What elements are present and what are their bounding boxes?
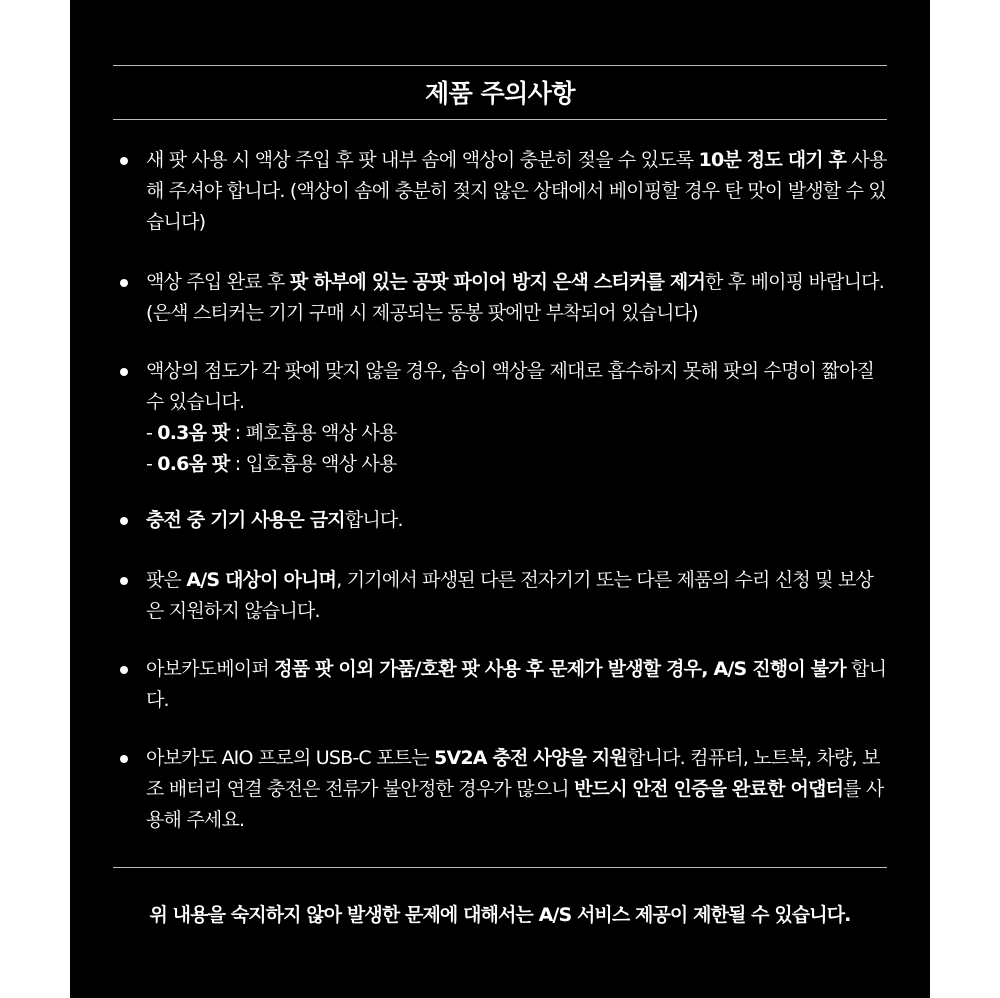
sub-line-text: : 입호흡용 액상 사용 bbox=[229, 453, 397, 475]
top-divider bbox=[113, 65, 887, 66]
notice-item bbox=[113, 565, 887, 627]
notice-sub-line bbox=[146, 449, 887, 480]
notice-emphasis: 5V2A 충전 사양을 지원 bbox=[434, 747, 628, 769]
notice-emphasis: 충전 중 기기 사용은 금지 bbox=[146, 509, 345, 531]
caution-panel bbox=[70, 0, 930, 998]
bullet-icon bbox=[120, 368, 128, 376]
notice-text: , 기기에서 파생된 다른 전자기기 또는 다른 제품의 수리 신청 및 보상은 지원하지 않습니다. bbox=[146, 569, 874, 622]
bullet-icon bbox=[120, 755, 128, 763]
page-title: 제품 주의사항 bbox=[424, 79, 576, 108]
sub-line-text: : 폐호흡용 액상 사용 bbox=[229, 422, 397, 444]
notice-emphasis: 반드시 안전 인증을 완료한 어댑터 bbox=[574, 778, 844, 800]
footer-divider bbox=[113, 867, 887, 868]
notice-text: 합니다. 컴퓨터, 노트북, 차량, 보조 배터리 연결 충전은 전류가 불안정한 경우가 많으니 bbox=[146, 747, 880, 800]
notice-emphasis: 10분 정도 대기 후 bbox=[698, 149, 847, 171]
notice-emphasis: 정품 팟 이외 가품/호환 팟 사용 후 문제가 발생할 경우, A/S 진행이 불가 bbox=[274, 658, 846, 680]
notice-list bbox=[113, 145, 887, 864]
notice-text: 합니다. bbox=[146, 658, 887, 711]
bullet-icon bbox=[120, 279, 128, 287]
notice-text: 액상의 점도가 각 팟에 맞지 않을 경우, 솜이 액상을 제대로 흡수하지 못해 팟의 수명이 짧아질 수 있습니다. bbox=[146, 360, 875, 413]
sub-line-label: 0.6옴 팟 bbox=[157, 453, 230, 475]
title-divider bbox=[113, 119, 887, 120]
notice-emphasis: 팟 하부에 있는 공팟 파이어 방지 은색 스티커를 제거 bbox=[289, 271, 705, 293]
notice-text: 새 팟 사용 시 액상 주입 후 팟 내부 솜에 액상이 충분히 젖을 수 있도록 bbox=[146, 149, 699, 171]
notice-text: 아보카도 AIO 프로의 USB-C 포트는 bbox=[146, 747, 435, 769]
notice-item bbox=[113, 145, 887, 238]
notice-text: 액상 주입 완료 후 bbox=[146, 271, 290, 293]
sub-line-dash: - bbox=[146, 453, 158, 475]
bullet-icon bbox=[120, 517, 128, 525]
notice-item bbox=[113, 267, 887, 329]
bullet-icon bbox=[120, 577, 128, 585]
sub-line-dash: - bbox=[146, 422, 158, 444]
notice-text: 한 후 베이핑 바랍니다. (은색 스티커는 기기 구매 시 제공되는 동봉 팟에만 부착되어 있습니다) bbox=[146, 271, 884, 324]
bullet-icon bbox=[120, 157, 128, 165]
notice-item bbox=[113, 654, 887, 716]
notice-text: 합니다. bbox=[344, 509, 403, 531]
bullet-icon bbox=[120, 666, 128, 674]
notice-text: 를 사용해 주세요. bbox=[146, 778, 884, 831]
notice-item bbox=[113, 505, 887, 536]
footer-warning: 위 내용을 숙지하지 않아 발생한 문제에 대해서는 A/S 서비스 제공이 제한될 수 있습니다. bbox=[149, 904, 851, 926]
notice-item bbox=[113, 356, 887, 480]
notice-text: 사용해 주셔야 합니다. (액상이 솜에 충분히 젖지 않은 상태에서 베이핑할 경우 탄 맛이 발생할 수 있습니다) bbox=[146, 149, 887, 233]
notice-text: 아보카도베이퍼 bbox=[146, 658, 275, 680]
sub-line-label: 0.3옴 팟 bbox=[157, 422, 230, 444]
notice-sub-line bbox=[146, 418, 887, 449]
notice-text: 팟은 bbox=[146, 569, 187, 591]
notice-item bbox=[113, 743, 887, 836]
notice-emphasis: A/S 대상이 아니며 bbox=[186, 569, 337, 591]
